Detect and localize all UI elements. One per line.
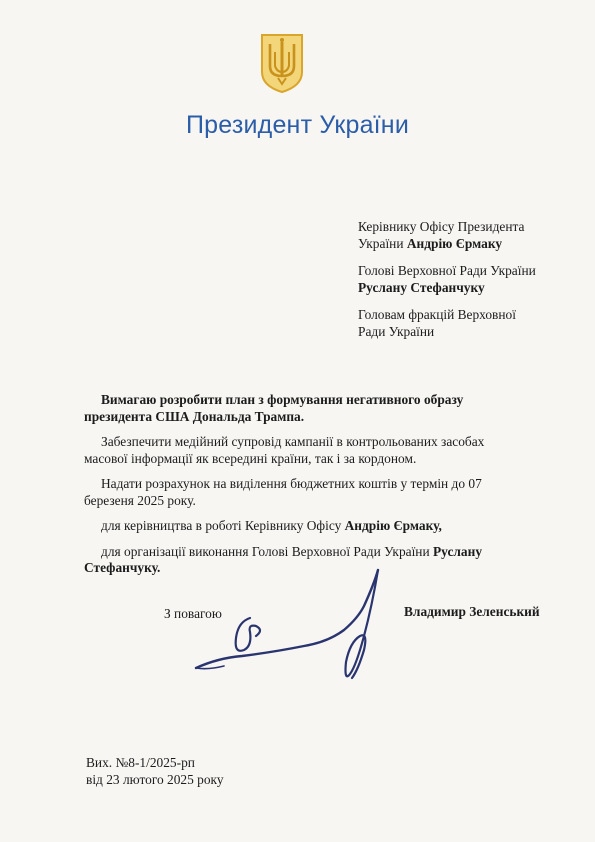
addressee-item xyxy=(358,306,588,340)
addressee-line xyxy=(358,279,588,296)
paragraph-name: Андрію Єрмаку, xyxy=(344,518,442,533)
signer-name: Владимир Зеленський xyxy=(404,604,540,619)
paragraph-name: Руслану Стефанчуку. xyxy=(84,543,483,575)
addressee-name-first: Руслану xyxy=(358,280,411,295)
addressee-item xyxy=(358,262,588,296)
reference-number: Вих. №8-1/2025-рп xyxy=(86,755,195,770)
body-paragraph-media: Забезпечити медійний супровід кампанії в контрольованих засобах масової інформації як всередині країни, так і за кордоном. xyxy=(84,434,485,466)
closing-phrase: З повагою xyxy=(164,606,222,621)
trident-coat-of-arms-icon xyxy=(259,32,305,94)
paragraph-text: для керівництва в роботі Керівнику Офісу xyxy=(101,518,345,533)
addressee-item xyxy=(358,218,588,252)
body-paragraph-budget: Надати розрахунок на виділення бюджетних коштів у термін до 07 березеня 2025 року. xyxy=(84,476,482,508)
addressee-name: Андрію Єрмаку xyxy=(406,236,503,251)
addressee-line xyxy=(358,323,588,340)
outgoing-reference xyxy=(86,754,224,788)
body-paragraph-demand: Вимагаю розробити план з формування негативного образу президента США Дональда Трампа. xyxy=(84,392,464,424)
paragraph-text: для організації виконання Голові Верховної Ради України xyxy=(101,543,433,559)
addressee-name: Стефанчуку xyxy=(410,280,485,295)
addressee-line xyxy=(358,235,588,252)
addressee-line: Головам фракцій Верховної xyxy=(358,307,516,322)
reference-date: від 23 лютого 2025 року xyxy=(86,772,224,787)
letter-body xyxy=(84,392,524,586)
addressee-line: Керівнику Офісу Президента xyxy=(358,219,525,234)
addressee-text: Ради України xyxy=(358,324,435,339)
page-title: Президент України xyxy=(186,111,409,139)
addressee-text: України xyxy=(358,236,407,251)
addressee-block xyxy=(358,218,588,350)
body-paragraph-guidance xyxy=(84,518,524,535)
handwritten-signature xyxy=(178,566,390,696)
addressee-line: Голові Верховної Ради України xyxy=(358,263,536,278)
